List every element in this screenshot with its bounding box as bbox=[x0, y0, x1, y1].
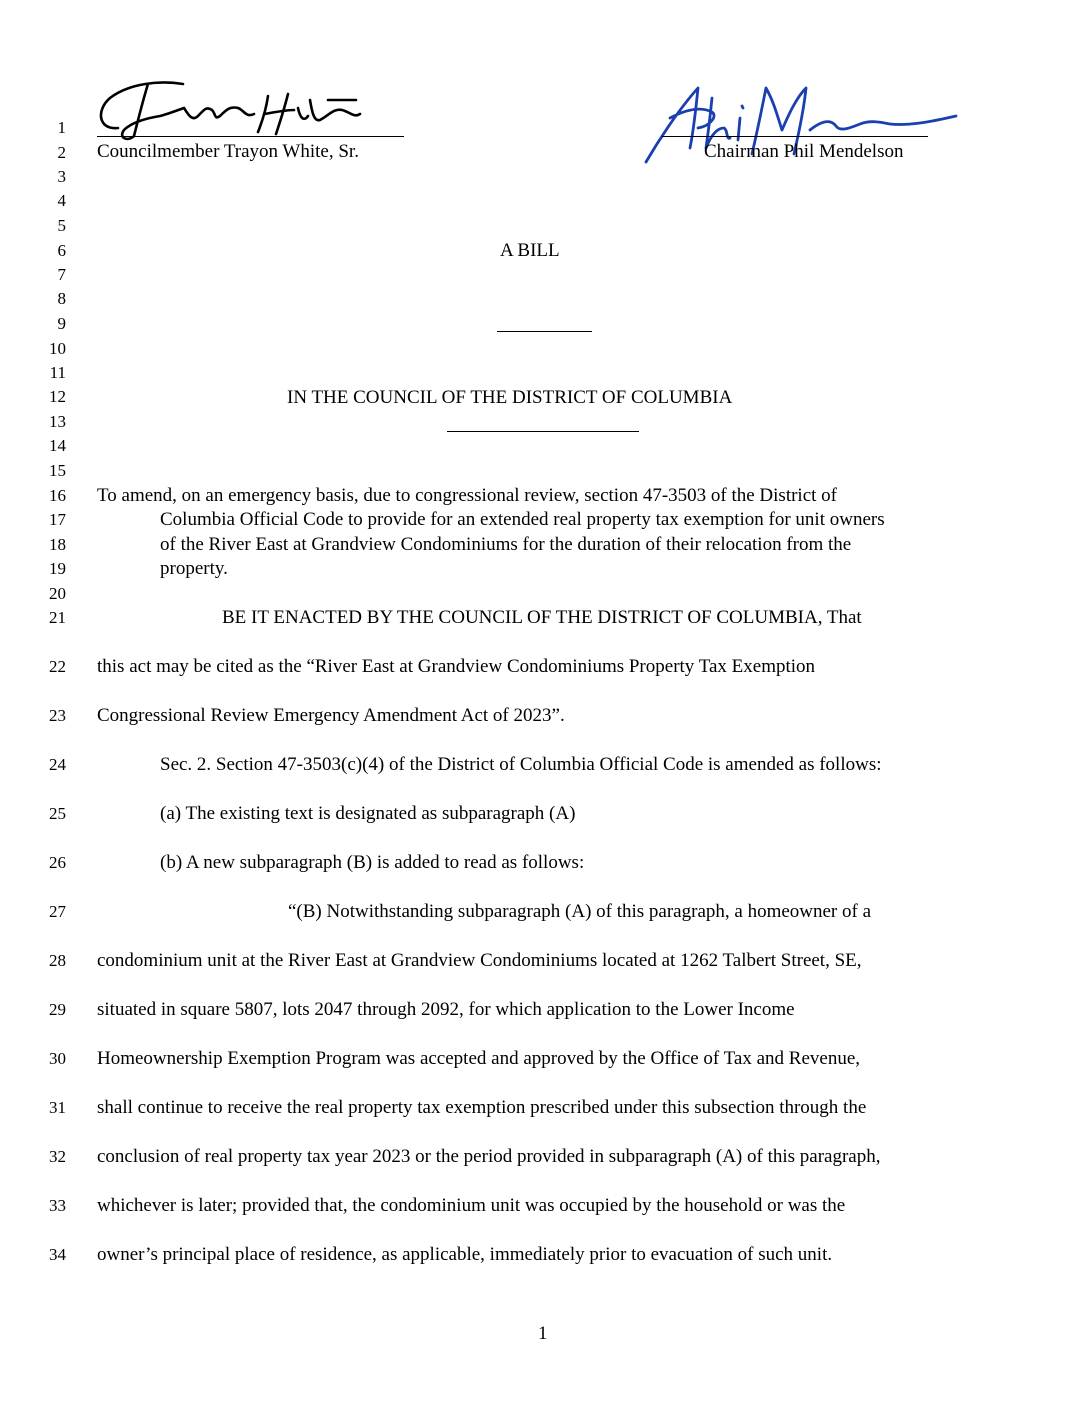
body-line: condominium unit at the River East at Grandview Condominiums located at 1262 Talbert Street, SE, bbox=[97, 950, 862, 971]
line-number: 20 bbox=[49, 584, 66, 603]
line-number: 13 bbox=[49, 412, 66, 431]
body-line: (a) The existing text is designated as subparagraph (A) bbox=[160, 803, 576, 824]
body-line: “(B) Notwithstanding subparagraph (A) of this paragraph, a homeowner of a bbox=[288, 901, 872, 922]
line-number: 26 bbox=[49, 853, 66, 872]
bill-title-line: of the River East at Grandview Condominiums for the duration of their relocation from the bbox=[160, 534, 852, 555]
body-line: shall continue to receive the real property tax exemption prescribed under this subsection through the bbox=[97, 1097, 867, 1118]
council-heading: IN THE COUNCIL OF THE DISTRICT OF COLUMBIA bbox=[287, 387, 733, 408]
line-number: 34 bbox=[49, 1245, 66, 1264]
line-number: 33 bbox=[49, 1196, 66, 1215]
line-number: 9 bbox=[57, 314, 66, 333]
line-number: 5 bbox=[57, 216, 66, 235]
line-number: 30 bbox=[49, 1049, 66, 1068]
line-number: 14 bbox=[49, 436, 66, 455]
page-number: 1 bbox=[538, 1323, 548, 1344]
line-number: 31 bbox=[49, 1098, 66, 1117]
line-number: 6 bbox=[57, 241, 66, 260]
bill-title-line: Columbia Official Code to provide for an extended real property tax exemption for unit owners bbox=[160, 509, 885, 530]
council-rule bbox=[447, 431, 639, 432]
line-number: 8 bbox=[57, 289, 66, 308]
line-number: 19 bbox=[49, 559, 66, 578]
body-line: Congressional Review Emergency Amendment Act of 2023”. bbox=[97, 705, 565, 726]
line-number: 22 bbox=[49, 657, 66, 676]
line-number: 16 bbox=[49, 486, 66, 505]
bill-number-rule bbox=[497, 331, 592, 332]
line-number: 11 bbox=[49, 363, 66, 382]
line-number: 1 bbox=[57, 118, 66, 137]
line-number: 18 bbox=[49, 535, 66, 554]
line-number: 27 bbox=[49, 902, 66, 921]
body-line: Homeownership Exemption Program was accepted and approved by the Office of Tax and Revenue, bbox=[97, 1048, 861, 1069]
line-number: 15 bbox=[49, 461, 66, 480]
line-number: 2 bbox=[57, 143, 66, 162]
signature-line-left bbox=[97, 136, 404, 137]
line-number: 3 bbox=[57, 167, 66, 186]
line-number: 29 bbox=[49, 1000, 66, 1019]
body-line: this act may be cited as the “River East at Grandview Condominiums Property Tax Exemption bbox=[97, 656, 816, 677]
line-number: 24 bbox=[49, 755, 66, 774]
body-line: owner’s principal place of residence, as applicable, immediately prior to evacuation of such unit. bbox=[97, 1244, 833, 1265]
line-number: 17 bbox=[49, 510, 66, 529]
line-number: 32 bbox=[49, 1147, 66, 1166]
body-line: whichever is later; provided that, the condominium unit was occupied by the household or was the bbox=[97, 1195, 846, 1216]
bill-label: A BILL bbox=[500, 240, 560, 261]
signature-line-right bbox=[662, 136, 928, 137]
line-number: 21 bbox=[49, 608, 66, 627]
body-line: (b) A new subparagraph (B) is added to read as follows: bbox=[160, 852, 585, 873]
section-heading: Sec. 2. Section 47-3503(c)(4) of the District of Columbia Official Code is amended as follows: bbox=[160, 754, 882, 775]
line-number: 23 bbox=[49, 706, 66, 725]
body-line: situated in square 5807, lots 2047 through 2092, for which application to the Lower Income bbox=[97, 999, 795, 1020]
line-number: 28 bbox=[49, 951, 66, 970]
line-number: 7 bbox=[57, 265, 66, 284]
bill-title-line: property. bbox=[160, 558, 228, 579]
line-number: 12 bbox=[49, 387, 66, 406]
body-line: conclusion of real property tax year 2023 or the period provided in subparagraph (A) of this paragraph, bbox=[97, 1146, 881, 1167]
line-number: 4 bbox=[57, 191, 66, 210]
signer-name-left: Councilmember Trayon White, Sr. bbox=[97, 141, 359, 162]
line-number: 10 bbox=[49, 339, 66, 358]
signer-name-right: Chairman Phil Mendelson bbox=[704, 141, 904, 162]
enacting-clause: BE IT ENACTED BY THE COUNCIL OF THE DISTRICT OF COLUMBIA, That bbox=[222, 607, 862, 628]
line-number: 25 bbox=[49, 804, 66, 823]
signature-trayon-white bbox=[88, 70, 378, 150]
bill-title-line: To amend, on an emergency basis, due to congressional review, section 47-3503 of the District of bbox=[97, 485, 837, 506]
